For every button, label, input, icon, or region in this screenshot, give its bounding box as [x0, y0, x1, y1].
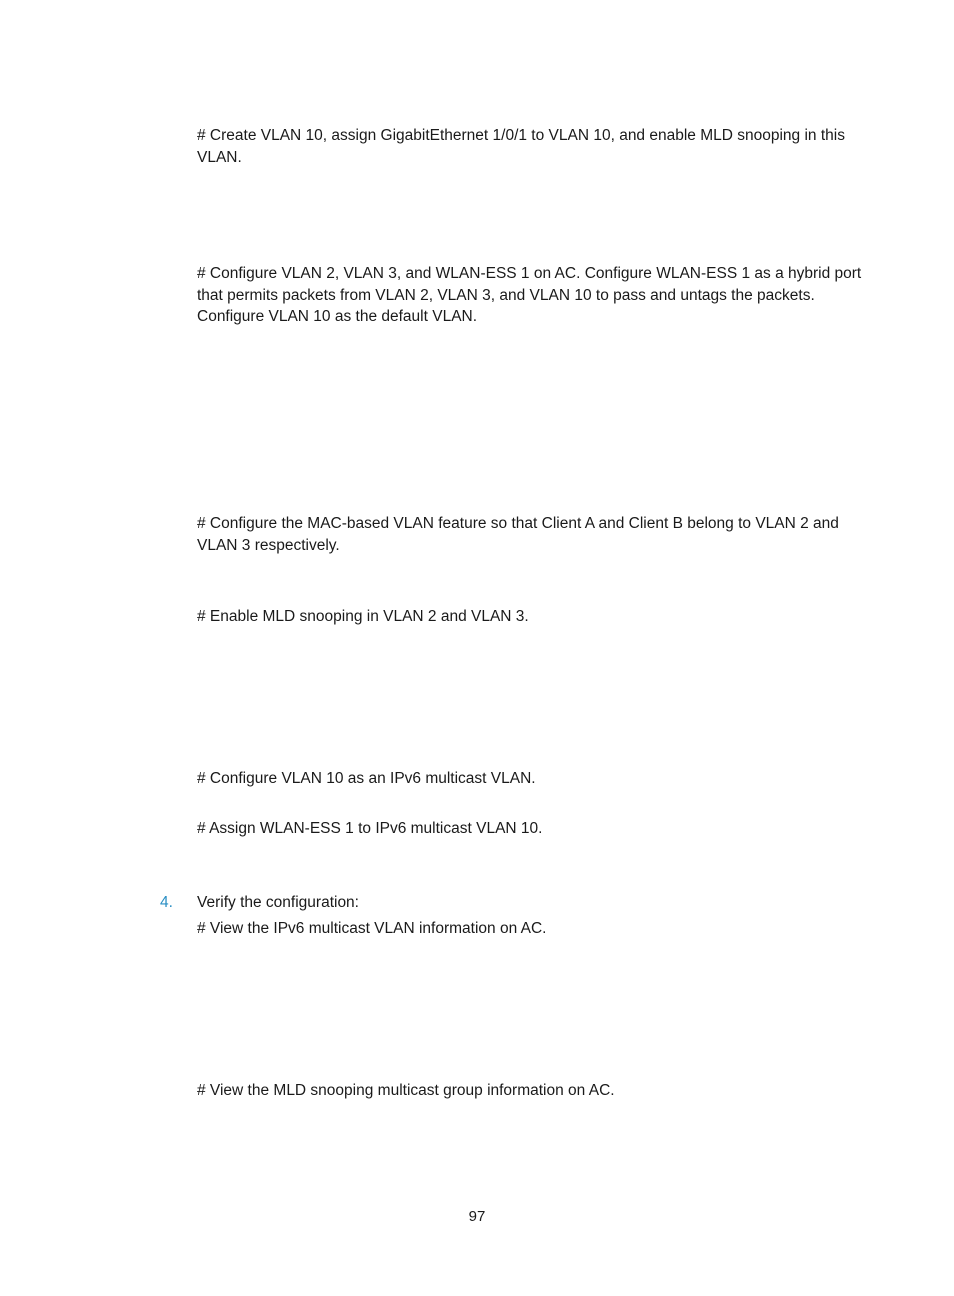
paragraph-create-vlan10: # Create VLAN 10, assign GigabitEthernet 1/0/1 to VLAN 10, and enable MLD snooping in this VLAN.: [197, 127, 845, 166]
paragraph-mac-based-vlan: # Configure the MAC-based VLAN feature so that Client A and Client B belong to VLAN 2 and VLAN 3 respectively.: [197, 515, 839, 554]
paragraph-view-multicast-vlan: # View the IPv6 multicast VLAN information on AC.: [197, 920, 547, 937]
page-number: 97: [468, 1208, 486, 1225]
paragraph-configure-vlans-wlan-ess: # Configure VLAN 2, VLAN 3, and WLAN-ESS 1 on AC. Configure WLAN-ESS 1 as a hybrid port that permits packets from VLAN 2, VLAN 3, and VLAN 10 to pass and untags the packets. Configure VLAN 10 as the default VLAN.: [197, 265, 862, 325]
paragraph-configure-multicast-vlan: # Configure VLAN 10 as an IPv6 multicast VLAN.: [197, 770, 536, 787]
paragraph-enable-mld-snooping: # Enable MLD snooping in VLAN 2 and VLAN 3.: [197, 608, 529, 625]
step-number: 4.: [160, 894, 173, 911]
paragraph-view-mld-snooping-groups: # View the MLD snooping multicast group information on AC.: [197, 1082, 615, 1099]
step-title: Verify the configuration:: [197, 894, 359, 911]
paragraph-assign-wlan-ess: # Assign WLAN-ESS 1 to IPv6 multicast VLAN 10.: [197, 820, 543, 837]
